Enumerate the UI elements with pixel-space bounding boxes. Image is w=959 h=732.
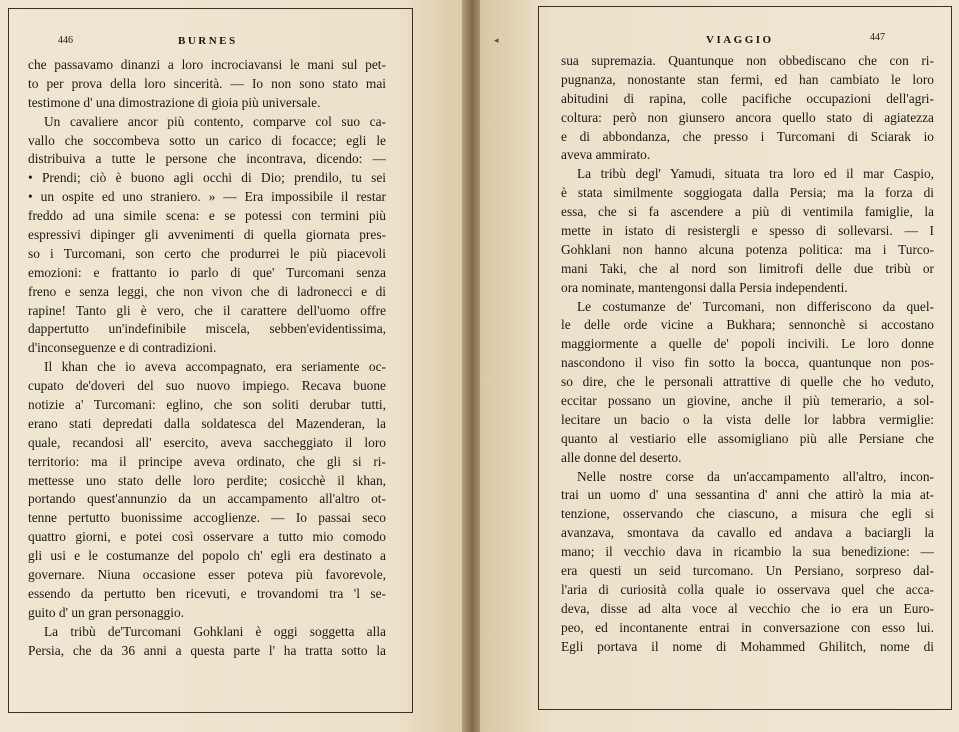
text-line: maggiormente a quelle de' popoli incivili. Le loro donne xyxy=(561,336,934,352)
left-page-body xyxy=(28,56,386,661)
text-line: Persia, che da 36 anni a questa parte l' ha tratta sotto la xyxy=(28,642,386,658)
text-line: gli usi e le costumanze del popolo ch' egli era destinato a xyxy=(28,548,386,564)
margin-mark: ◂ xyxy=(494,36,499,46)
text-line: Egli portava il nome di Mohammed Ghilitch, nome di xyxy=(561,638,934,654)
text-line: erano stati depredati dalla soldatesca del Mazenderan, la xyxy=(28,415,386,431)
text-line: coltura: però non giunsero ancora quello stato di agiatezza xyxy=(561,109,934,125)
text-line: tenzione, osservando che ciascuno, a misura che egli si xyxy=(561,506,934,522)
text-line: ora nominate, mantengonsi dalla Persia independenti. xyxy=(561,279,848,295)
left-running-title: BURNES xyxy=(178,35,238,47)
text-line: La tribù degl' Yamudi, situata tra loro ed il mar Caspio, xyxy=(577,166,934,182)
text-line: freno e senza leggi, che non vivon che di ladronecci e di xyxy=(28,283,386,299)
text-line: mettesse uno stato delle loro perdite; cosicchè il khan, xyxy=(28,472,386,488)
text-line: quale, recandosi all' esercito, aveva saccheggiato il loro xyxy=(28,434,386,450)
text-line: so dire, che le personali attrattive di quelle che ho veduto, xyxy=(561,374,934,390)
text-line: tenne pertutto buonissime accoglienze. — Io passai seco xyxy=(28,510,386,526)
text-line: to per prova della loro sincerità. — Io non sono stato mai xyxy=(28,75,386,91)
text-line: quattro giorni, e potei così osservare a tutto mio comodo xyxy=(28,529,386,545)
text-line: Le costumanze de' Turcomani, non differiscono da quel- xyxy=(577,298,934,314)
text-line: era questi un seid turcomano. Un Persiano, sorpreso dal- xyxy=(561,563,934,579)
text-line: governare. Niuna occasione esser poteva più favorevole, xyxy=(28,567,386,583)
text-line: emozioni: e frattanto io parlo di que' Turcomani senza xyxy=(28,264,386,280)
text-line: espressivi dipinger gli avvenimenti di quella giornata pres- xyxy=(28,227,386,243)
text-line: quanto al vestiario elle assomigliano più alle Persiane che xyxy=(561,430,934,446)
text-line: freddo ad una simile scena: e se potessi con termini più xyxy=(28,208,386,224)
text-line: l'aria di curiosità colla quale io osservava quel che acca- xyxy=(561,581,934,597)
text-line: deva, disse ad alta voce al vecchio che io era un Euro- xyxy=(561,600,934,616)
text-line: lecitare un bacio o la vista delle lor labbra vermiglie: xyxy=(561,411,934,427)
text-line: vallo che soccombeva sotto un carico di focacce; egli le xyxy=(28,132,386,148)
text-line: mani Taki, che al nord son limitrofi delle due tribù or xyxy=(561,260,934,276)
right-page-body xyxy=(561,52,934,657)
text-line: che passavamo dinanzi a loro incrociavansi le mani sul pet- xyxy=(28,57,386,72)
text-line: mette in istato di resistergli e spesso di sollevarsi. — I xyxy=(561,223,934,239)
text-line: • Prendi; ciò è buono agli occhi di Dio; prendilo, tu sei xyxy=(28,170,386,186)
text-line: portando quest'annunzio da un accampamento all'altro ot- xyxy=(28,491,386,507)
text-line: avanzava, smontava da cavallo ed andava a baciargli la xyxy=(561,525,934,541)
text-line: dappertutto un'indefinibile miscela, sebben'evidentissima, xyxy=(28,321,386,337)
text-line: cupato de'doveri del suo nuovo impiego. Recava buone xyxy=(28,378,386,394)
text-line: eccitar possano un giovine, anche il più temerario, a sol- xyxy=(561,393,934,409)
text-line: aveva ammirato. xyxy=(561,147,651,163)
text-line: mano; il vecchio dava in ricambio la sua benedizione: — xyxy=(561,544,934,560)
text-line: rapine! Tanto gli è vero, che il carattere dell'uomo offre xyxy=(28,302,386,318)
text-line: le delle orde vicine a Bukhara; sennonchè si accostano xyxy=(561,317,934,333)
book-gutter xyxy=(462,0,482,732)
right-page xyxy=(480,0,959,732)
text-line: testimone d' una dimostrazione di gioia più universale. xyxy=(28,94,321,110)
left-page xyxy=(0,0,464,732)
text-line: abitudini di rapina, colle pacifiche occupazioni dell'agri- xyxy=(561,90,934,106)
text-line: essendo da pertutto ben ricevuti, e trovandomi tra 'l se- xyxy=(28,585,386,601)
text-line: è stata similmente soggiogata dalla Persia; ma la forza di xyxy=(561,185,934,201)
text-line: so i Turcomani, son certo che produrrei le più piacevoli xyxy=(28,245,386,261)
text-line: Il khan che io aveva accompagnato, era seriamente oc- xyxy=(44,359,386,375)
text-line: La tribù de'Turcomani Gohklani è oggi soggetta alla xyxy=(44,623,386,639)
text-line: essa, che si fa ascendere a più di ventimila famiglie, la xyxy=(561,204,934,220)
text-line: distribuiva a tutte le persone che incontrava, dicendo: — xyxy=(28,151,386,167)
text-line: • un ospite ed uno straniero. » — Era impossibile il restar xyxy=(28,189,386,205)
text-line: d'inconseguenze e di contradizioni. xyxy=(28,340,217,356)
right-page-number: 447 xyxy=(870,32,885,43)
text-line: nascondono il viso fin sotto la bocca, quantunque non pos- xyxy=(561,355,934,371)
text-line: notizie a' Turcomani: eglino, che son soliti derubar tutti, xyxy=(28,397,386,413)
text-line: sua supremazia. Quantunque non obbediscano che con ri- xyxy=(561,53,934,68)
text-line: Nelle nostre corse da un'accampamento all'altro, incon- xyxy=(577,468,934,484)
text-line: Gohklani non hanno alcuna potenza politica: ma i Turco- xyxy=(561,241,934,257)
left-page-number: 446 xyxy=(58,35,73,46)
text-line: Un cavaliere ancor più contento, comparve col suo ca- xyxy=(44,113,386,129)
text-line: peo, ed incontanente entrai in conversazione con esso lui. xyxy=(561,619,934,635)
text-line: pugnanza, nonostante stan fermi, ed han cambiato le loro xyxy=(561,71,934,87)
text-line: guito d' un gran personaggio. xyxy=(28,604,185,620)
text-line: territorio: ma il principe aveva ordinato, che gli si ri- xyxy=(28,453,386,469)
text-line: trai un uomo d' una sessantina d' anni che attirò la mia at- xyxy=(561,487,934,503)
right-running-title: VIAGGIO xyxy=(706,34,774,46)
text-line: e di abbondanza, che presso i Turcomani di Sciarak io xyxy=(561,128,934,144)
text-line: alle donne del deserto. xyxy=(561,449,682,465)
